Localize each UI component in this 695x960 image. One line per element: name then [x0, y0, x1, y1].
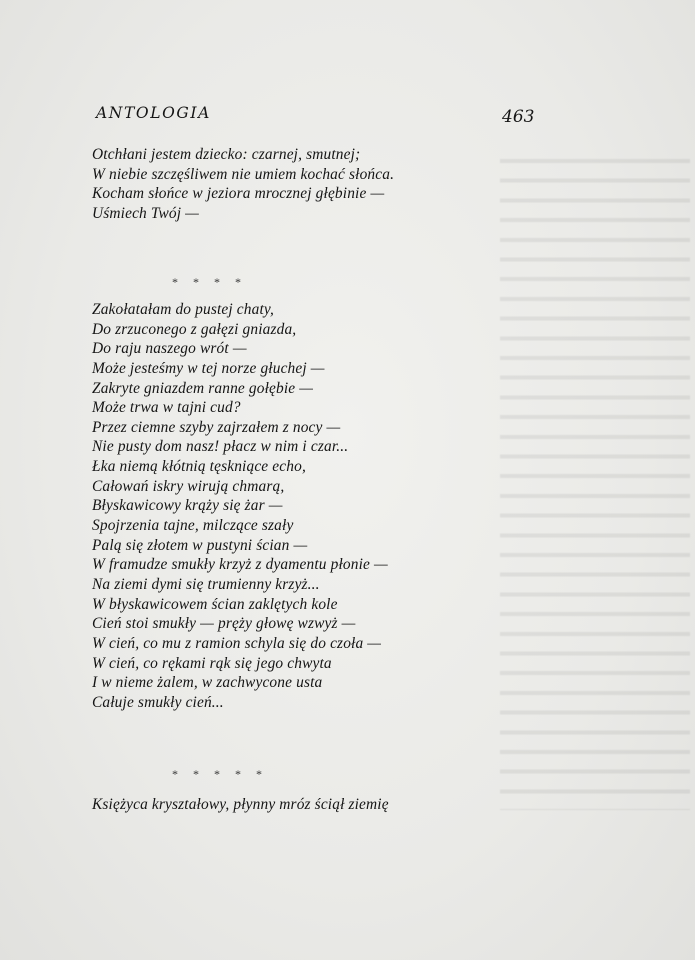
verse-line: Całuje smukły cień... [92, 693, 224, 711]
verse-line: Na ziemi dymi się trumienny krzyż... [92, 575, 320, 593]
verse-line: Błyskawicowy krąży się żar — [92, 497, 283, 515]
verse-line: Palą się złotem w pustyni ścian — [92, 536, 308, 554]
verse-line: Cień stoi smukły — pręży głowę wzwyż — [92, 615, 356, 633]
verse-line: W cień, co mu z ramion schyla się do czoła — [92, 634, 382, 652]
running-head: ANTOLOGIA [96, 104, 211, 122]
verse-line: Do zrzuconego z gałęzi gniazda, [92, 320, 297, 338]
verse-line: Księżyca kryształowy, płynny mróz ściął ziemię [92, 796, 389, 813]
poem-stanza-2 [92, 300, 388, 712]
verse-line: W błyskawicowem ścian zaklętych kole [92, 595, 338, 613]
verse-line: I w nieme żalem, w zachwycone usta [92, 674, 323, 692]
show-through-text [500, 150, 690, 810]
verse-line: Może jesteśmy w tej norze głuchej — [92, 359, 325, 377]
verse-line: W cień, co rękami rąk się jego chwyta [92, 654, 332, 672]
verse-line: Może trwa w tajni cud? [92, 399, 241, 417]
section-separator: * * * * [172, 275, 247, 289]
verse-line: Przez ciemne szyby zajrzałem z nocy — [92, 418, 341, 436]
verse-line: W framudze smukły krzyż z dyamentu płonie — [92, 556, 388, 574]
verse-line: W niebie szczęśliwem nie umiem kochać słońca. [92, 165, 395, 183]
poem-stanza-1 [92, 145, 394, 224]
section-separator: * * * * * [172, 767, 268, 781]
verse-line: Nie pusty dom nasz! płacz w nim i czar... [92, 438, 349, 456]
verse-line: Kocham słońce w jeziora mrocznej głębinie — [92, 185, 385, 203]
verse-line: Uśmiech Twój — [92, 204, 199, 222]
verse-line: Łka niemą kłótnią tęskniące echo, [92, 458, 306, 476]
page-number: 463 [502, 107, 535, 127]
poem-stanza-3 [92, 795, 389, 815]
verse-line: Zakryte gniazdem ranne gołębie — [92, 379, 314, 397]
verse-line: Całowań iskry wirują chmarą, [92, 477, 285, 495]
verse-line: Otchłani jestem dziecko: czarnej, smutnej; [92, 146, 361, 163]
verse-line: Spojrzenia tajne, milczące szały [92, 517, 294, 535]
verse-line: Do raju naszego wrót — [92, 340, 247, 358]
verse-line: Zakołatałam do pustej chaty, [92, 301, 275, 318]
